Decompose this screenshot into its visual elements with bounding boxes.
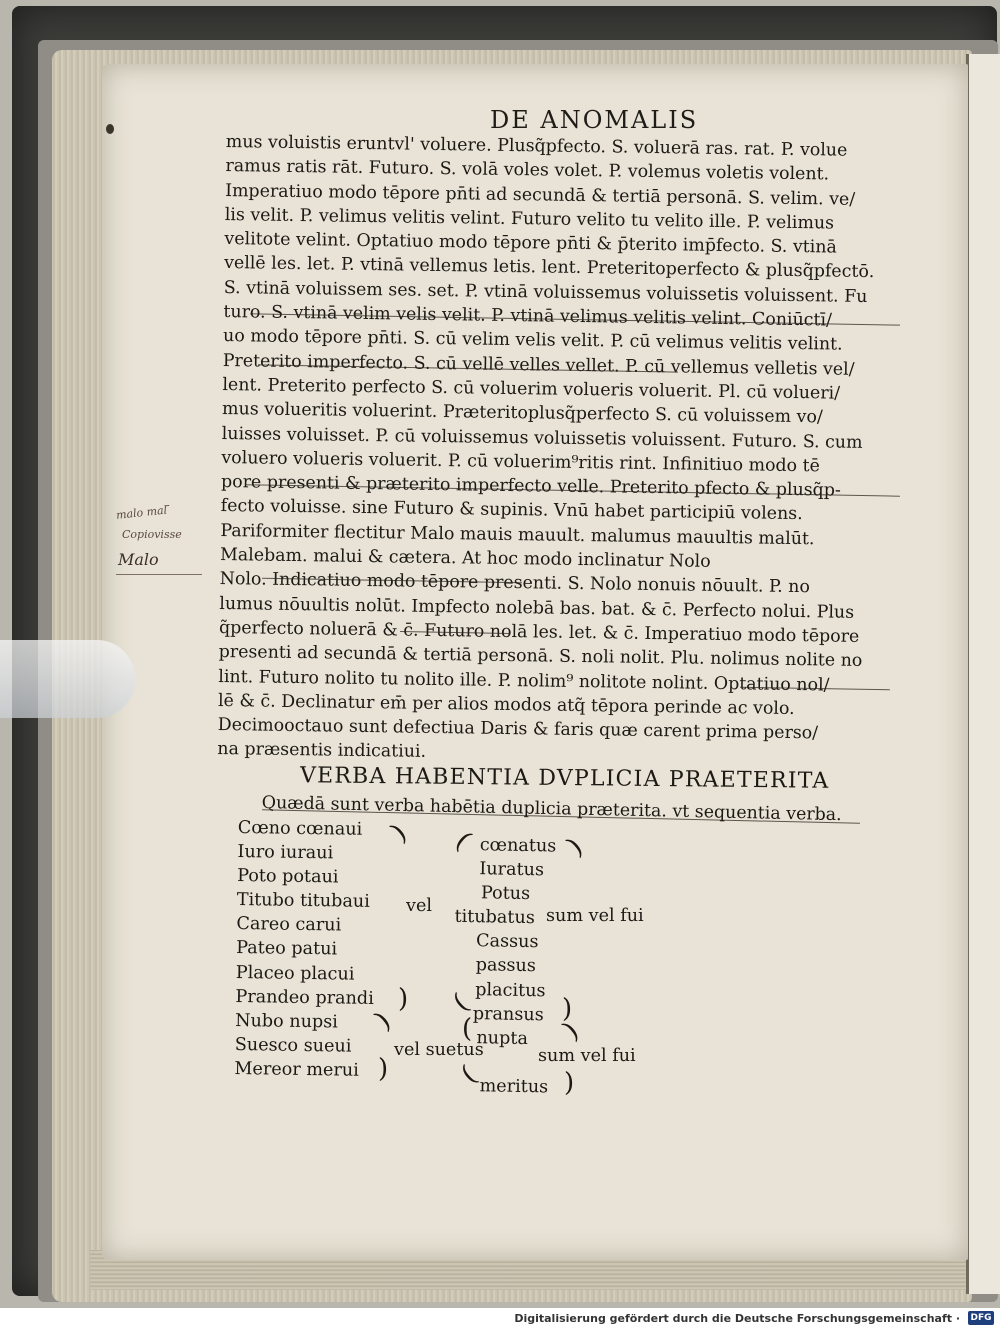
bracket-mark: ) <box>557 1016 585 1046</box>
dfg-logo: DFG <box>968 1311 994 1325</box>
text-line: mus volueritis voluerint. Præteritoplusq̃perfecto S. cū voluissem vo/ <box>221 399 823 428</box>
verb-entry: Iuro iuraui <box>237 842 334 864</box>
participle-entry: passus <box>475 955 537 977</box>
text-line: uo modo tēpore pn̄ti. S. cū velim velis velit. P. cū velimus velitis velint. <box>222 326 843 356</box>
text-line: lē & c̄. Declinatur em̄ per alios modos atq̃ tēpora perinde ac volo. <box>217 690 795 719</box>
text-line: mus voluistis eruntvl' voluere. Plusq̃pfecto. S. voluerā ras. rat. P. volue <box>225 131 848 161</box>
ink-speck <box>106 124 114 134</box>
participle-entry: titubatus <box>454 907 535 929</box>
participle-entry: placitus <box>475 979 546 1001</box>
margin-note-line: Copiovisse <box>122 528 182 541</box>
text-line: luisses voluisset. P. cū voluissemus voluissetis voluissent. Futuro. S. cum <box>221 423 863 453</box>
running-head: DE ANOMALIS <box>490 106 699 134</box>
text-line: Pariformiter flectitur Malo mauis mauult. malumus mauultis malūt. <box>220 520 815 550</box>
page-marker-tab <box>0 640 135 718</box>
text-line: vellē les. let. P. vtinā vellemus letis. lent. Preteritoperfecto & plusq̃pfectō. <box>223 253 875 283</box>
text-line: Nolo. Indicatiuo modo tēpore presenti. S. Nolo nonuis nōuult. P. no <box>219 569 811 598</box>
participle-entry: cœnatus <box>479 835 557 857</box>
text-line: Decimooctauo sunt defectiua Daris & faris quæ carent prima perso/ <box>217 715 819 744</box>
margin-note-underline <box>116 574 202 575</box>
body-text <box>217 130 926 771</box>
bracket-mark: ( <box>449 826 477 856</box>
margin-note-line: Malo <box>118 550 159 569</box>
gloss-vel-suetus: vel suetus <box>394 1040 484 1060</box>
verb-entry: Nubo nupsi <box>235 1010 339 1033</box>
participle-entry: Iuratus <box>479 859 545 881</box>
text-line: q̃perfecto noluerā & c̄. Futuro nolā les. let. & c̄. Imperatiuo modo tēpore <box>218 617 860 647</box>
participle-entry: pransus <box>472 1003 544 1025</box>
bracket-mark: ( <box>462 1014 473 1044</box>
verb-entry: Careo carui <box>236 914 342 936</box>
gloss-sum-vel-fui: sum vel fui <box>538 1046 636 1066</box>
text-line: lis velit. P. velimus velitis velint. Futuro velito tu velito ille. P. velimus <box>224 204 835 234</box>
facing-page-edge <box>966 54 1000 1294</box>
text-line: presenti ad secundā & tertiā personā. S. noli nolit. Plu. nolimus nolite no <box>218 642 863 672</box>
gloss-vel: vel <box>406 896 432 916</box>
text-line: pore presenti & præterito imperfecto velle. Preterito pfecto & plusq̃p- <box>220 472 841 501</box>
bracket-mark: ( <box>447 988 475 1018</box>
bracket-mark: ( <box>455 1060 483 1090</box>
text-line: lumus nōuultis nolūt. Impfecto nolebā bas. bat. & c̄. Perfecto nolui. Plus <box>219 593 855 623</box>
text-line: turo. S. vtinā velim velis velit. P. vtinā velimus velitis velint. Coniūctī/ <box>223 302 833 331</box>
participle-entry: meritus <box>479 1076 549 1098</box>
verb-entry: Poto potaui <box>237 866 339 888</box>
participle-entry: Cassus <box>475 931 539 953</box>
bracket-mark: ) <box>562 994 573 1024</box>
verb-column <box>234 816 376 1083</box>
verb-entry: Pateo patui <box>236 938 338 960</box>
verb-entry: Suesco sueui <box>234 1034 352 1057</box>
verb-entry: Titubo titubaui <box>236 890 370 913</box>
text-line: fecto voluisse. sine Futuro & supinis. Vnū habet participiū volens. <box>220 496 803 525</box>
text-line: lint. Futuro nolito tu nolito ille. P. nolim⁹ nolitote nolint. Optatiuo nol/ <box>218 666 830 696</box>
bracket-mark: ) <box>369 1006 397 1036</box>
text-line: S. vtinā voluissem ses. set. P. vtinā voluissemus voluissetis voluissent. Fu <box>223 277 868 307</box>
participle-entry: Potus <box>480 883 531 905</box>
bracket-mark: ) <box>398 984 409 1014</box>
verb-entry: Prandeo prandi <box>235 986 374 1009</box>
text-line: voluero volueris voluerit. P. cū voluerim⁹ritis rint. Infinitiuo modo tē <box>221 447 821 477</box>
text-line: na præsentis indicatiui. <box>217 739 427 763</box>
text-line: velitote velint. Optatiuo modo tēpore pn̄ti & p̄terito imp̄fecto. S. vtinā <box>224 229 838 258</box>
footer-bar <box>0 1308 1000 1330</box>
text-line: ramus ratis rāt. Futuro. S. volā voles volet. P. volemus voletis volent. <box>225 156 830 185</box>
verb-entry: Cœno cœnaui <box>237 817 363 840</box>
verb-entry: Placeo placui <box>235 962 355 985</box>
margin-note-line: malo mal ̄ <box>115 503 172 522</box>
gloss-sum-vel-fui: sum vel fui <box>546 906 644 926</box>
section-intro: Quædā sunt verba habētia duplicia præterita. vt sequentia verba. <box>261 793 842 826</box>
text-line: Preterito imperfecto. S. cū vellē velles vellet. P. cū vellemus velletis vel/ <box>222 350 855 380</box>
bracket-mark: ) <box>564 1068 575 1098</box>
participle-entry: nupta <box>476 1027 529 1049</box>
text-line: lent. Preterito perfecto S. cū voluerim volueris voluerit. Pl. cū volueri/ <box>222 374 841 404</box>
bracket-mark: ) <box>561 832 589 862</box>
section-heading: VERBA HABENTIA DVPLICIA PRAETERITA <box>299 763 830 794</box>
text-line: Malebam. malui & cætera. At hoc modo inclinatur Nolo <box>219 545 711 572</box>
funding-credit: Digitalisierung gefördert durch die Deutsche Forschungsgemeinschaft · <box>514 1312 960 1325</box>
verb-entry: Mereor merui <box>234 1058 359 1081</box>
bracket-mark: ) <box>385 818 413 848</box>
bracket-mark: ) <box>378 1054 389 1084</box>
text-line: Imperatiuo modo tēpore pn̄ti ad secundā & tertiā personā. S. velim. ve/ <box>225 180 856 210</box>
